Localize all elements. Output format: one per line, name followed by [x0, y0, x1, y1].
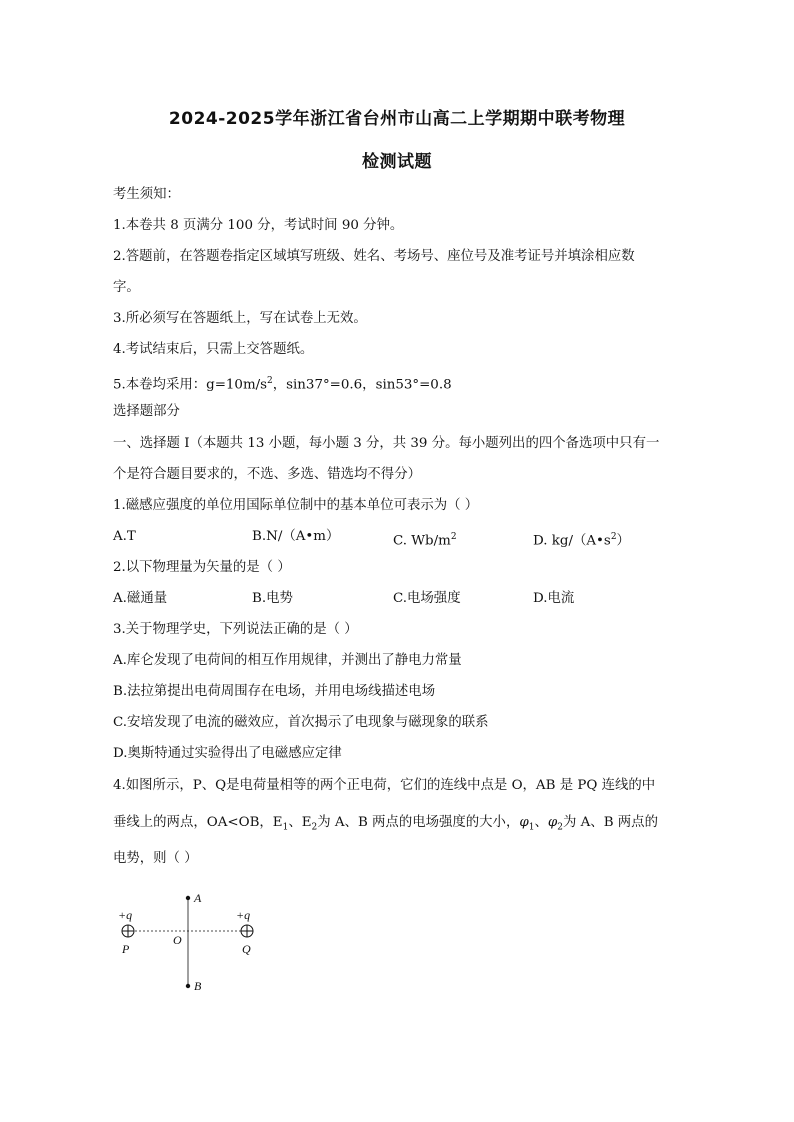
label-a: A: [194, 891, 202, 905]
title-line-1: 2024-2025学年浙江省台州市山高二上学期期中联考物理: [168, 109, 626, 129]
section-intro-2: 个是符合题目要求的，不选、多选、错选均不得分）: [113, 467, 421, 482]
q3-option-b: B.法拉第提出电荷周围存在电场，并用电场线描述电场: [113, 684, 436, 699]
q3-option-d: D.奥斯特通过实验得出了电磁感应定律: [113, 746, 342, 761]
label-o: O: [173, 933, 182, 947]
q4-stem-line-2: 垂线上的两点，OA<OB，$E_1$、$E_2$为 A、B 两点的电场强度的大小，$\varphi_1$、$\varphi_2$为 A、B 两点的: [113, 815, 658, 833]
notice-heading: 考生须知：: [113, 187, 180, 202]
charge-diagram: [110, 880, 270, 1000]
q2-stem: 2.以下物理量为矢量的是（ ）: [113, 560, 291, 575]
section-label: 选择题部分: [113, 404, 180, 419]
notice-2-cont: 字。: [113, 280, 140, 295]
notice-2: 2.答题前，在答题卷指定区域填写班级、姓名、考场号、座位号及准考证号并填涂相应数: [113, 249, 635, 264]
charge-left-label: +q: [118, 908, 133, 922]
q3-stem: 3.关于物理学史，下列说法正确的是（ ）: [113, 622, 358, 637]
notice-3: 3.所必须写在答题纸上，写在试卷上无效。: [113, 311, 367, 326]
q1-option-a: A.T: [113, 529, 136, 544]
label-q: Q: [242, 942, 251, 956]
notice-4: 4.考试结束后，只需上交答题纸。: [113, 342, 314, 357]
q1-option-c: C. $Wb/m^2$: [393, 532, 457, 549]
charge-q-symbol: [241, 925, 253, 937]
q4-stem-line-3: 电势，则（ ）: [113, 851, 198, 866]
point-b-dot: [186, 984, 190, 988]
label-p: P: [122, 942, 130, 956]
q2-option-a: A.磁通量: [113, 591, 168, 606]
q2-option-c: C.电场强度: [393, 591, 461, 606]
q4-stem-line-1: 4.如图所示，P、Q是电荷量相等的两个正电荷，它们的连线中点是 O，AB 是 PQ 连线的中: [113, 778, 656, 793]
charge-right-label: +q: [236, 908, 251, 922]
q1-option-d: D. $kg/(A•s^2)$: [533, 532, 630, 549]
q3-option-a: A.库仑发现了电荷间的相互作用规律，并测出了静电力常量: [113, 653, 462, 668]
q2-option-d: D.电流: [533, 591, 575, 606]
section-intro-1: 一、选择题 I（本题共 13 小题，每小题 3 分，共 39 分。每小题列出的四个备选项中只有一: [113, 436, 660, 451]
label-b: B: [194, 979, 202, 993]
charge-p-symbol: [122, 925, 134, 937]
q3-option-c: C.安培发现了电流的磁效应，首次揭示了电现象与磁现象的联系: [113, 715, 489, 730]
q1-stem: 1.磁感应强度的单位用国际单位制中的基本单位可表示为（ ）: [113, 498, 479, 513]
point-a-dot: [186, 896, 190, 900]
title-line-2: 检测试题: [362, 152, 432, 172]
q2-option-b: B.电势: [252, 591, 293, 606]
q1-option-b: B.N/（A•m）: [252, 529, 340, 544]
notice-5: 5.本卷均采用：$g=10m/s^2$，sin37°=0.6，sin53°=0.8: [113, 376, 452, 393]
notice-1: 1.本卷共 8 页满分 100 分，考试时间 90 分钟。: [113, 218, 404, 233]
